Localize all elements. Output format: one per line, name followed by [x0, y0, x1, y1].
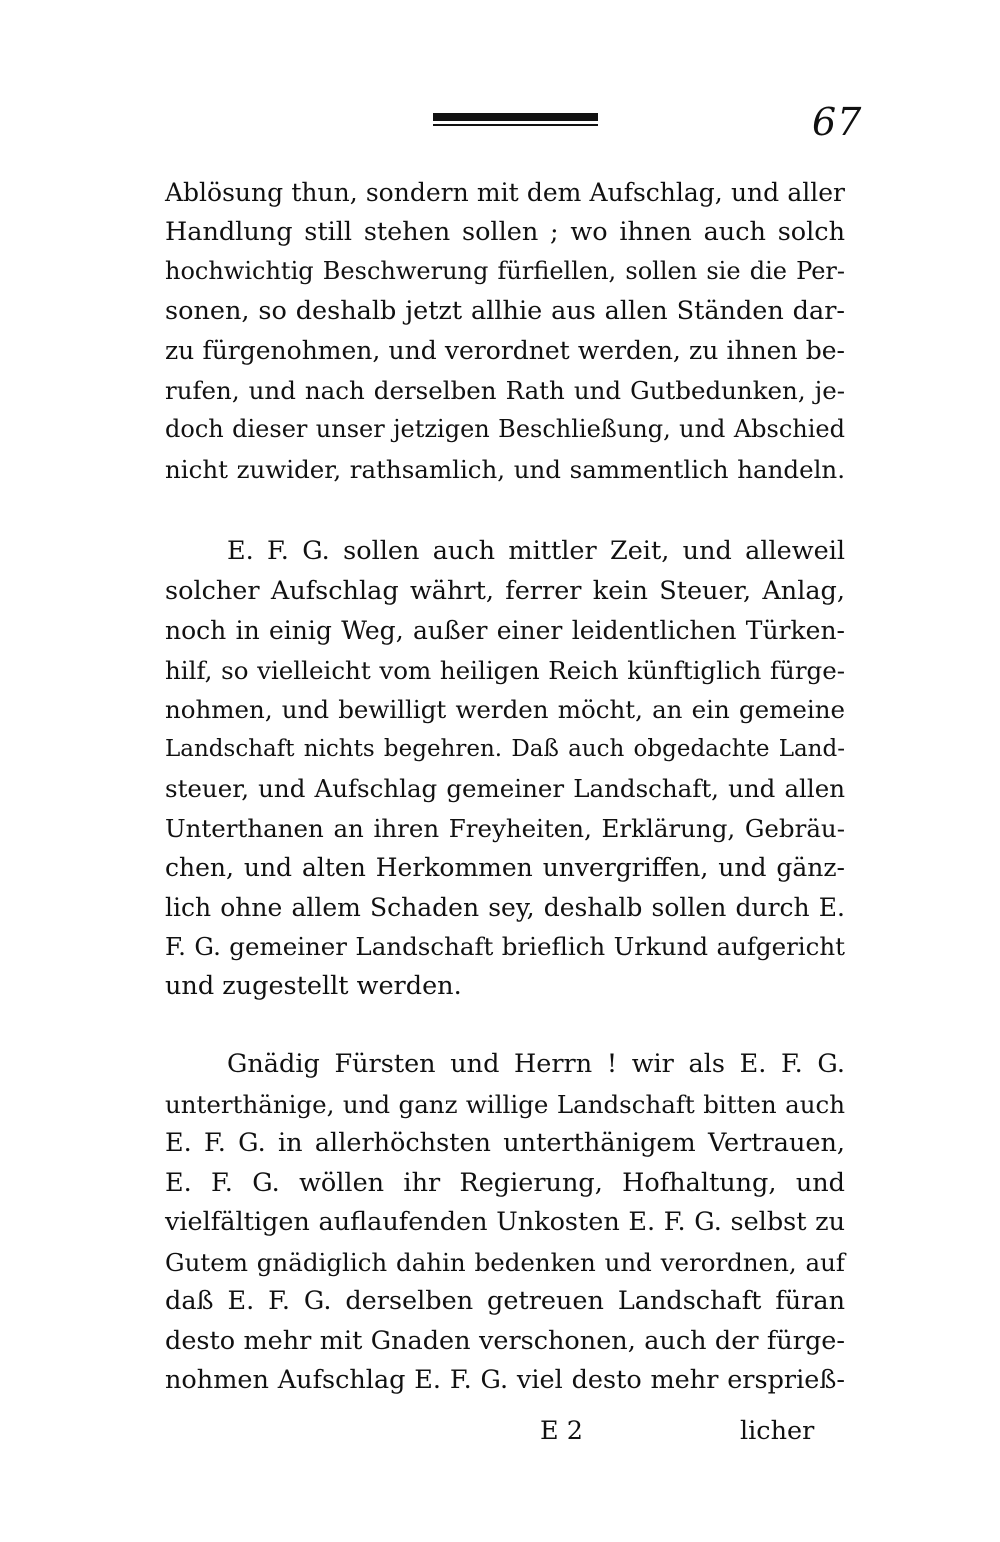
- paragraph-1: [165, 173, 845, 489]
- header-rule-thin: [433, 124, 598, 126]
- text-line: rufen, und nach derselben Rath und Gutbedunken, je-: [165, 375, 845, 405]
- text-line: F. G. gemeiner Landschaft brieflich Urkund aufgericht: [165, 932, 845, 961]
- text-line: vielfältigen auflaufenden Unkosten E. F. G. selbst zu: [165, 1207, 845, 1237]
- text-line: hilf, so vielleicht vom heiligen Reich künftiglich fürge-: [165, 655, 845, 685]
- text-line: steuer, und Aufschlag gemeiner Landschaft, und allen: [165, 774, 845, 803]
- text-line: E. F. G. sollen auch mittler Zeit, und alleweil: [227, 536, 845, 566]
- page-footer: [0, 1411, 1000, 1451]
- paragraph-2: [165, 532, 845, 1006]
- text-line: hochwichtig Beschwerung fürfiellen, sollen sie die Per-: [165, 257, 845, 285]
- header-rule: [433, 113, 598, 127]
- page-number: 67: [812, 100, 863, 144]
- text-line: Gnädig Fürsten und Herrn ! wir als E. F. G.: [227, 1049, 845, 1079]
- text-line: zu fürgenohmen, und verordnet werden, zu ihnen be-: [165, 336, 845, 365]
- text-line: Ablösung thun, sondern mit dem Aufschlag, und aller: [165, 178, 845, 207]
- text-line: doch dieser unser jetzigen Beschließung, und Abschied: [165, 415, 845, 443]
- text-line: chen, und alten Herkommen unvergriffen, und gänz-: [165, 853, 845, 882]
- text-line: noch in einig Weg, außer einer leidentlichen Türken-: [165, 616, 845, 645]
- text-line: E. F. G. in allerhöchsten unterthänigem Vertrauen,: [165, 1128, 845, 1158]
- header-rule-thick: [433, 113, 598, 121]
- text-line: nicht zuwider, rathsamlich, und sammentlich handeln.: [165, 454, 845, 484]
- text-line: Gutem gnädiglich dahin bedenken und verordnen, auf: [165, 1247, 845, 1277]
- text-line: und zugestellt werden.: [165, 970, 462, 1001]
- text-line: Landschaft nichts begehren. Daß auch obgedachte Land-: [165, 735, 845, 762]
- paragraph-3: [165, 1045, 845, 1401]
- text-line: Unterthanen an ihren Freyheiten, Erklärung, Gebräu-: [165, 813, 845, 843]
- text-line: Handlung still stehen sollen ; wo ihnen auch solch: [165, 216, 845, 247]
- text-line: unterthänige, und ganz willige Landschaft bitten auch: [165, 1089, 845, 1119]
- text-line: nohmen Aufschlag E. F. G. viel desto mehr ersprieß-: [165, 1365, 845, 1395]
- text-line: lich ohne allem Schaden sey, deshalb sollen durch E.: [165, 892, 845, 922]
- text-line: solcher Aufschlag währt, ferrer kein Steuer, Anlag,: [165, 575, 845, 606]
- text-line: daß E. F. G. derselben getreuen Landschaft füran: [165, 1286, 845, 1316]
- catchword: licher: [740, 1416, 815, 1446]
- signature-mark: E 2: [540, 1416, 583, 1446]
- text-line: desto mehr mit Gnaden verschonen, auch der fürge-: [165, 1325, 845, 1356]
- text-line: E. F. G. wöllen ihr Regierung, Hofhaltung, und: [165, 1167, 845, 1198]
- text-line: nohmen, und bewilligt werden möcht, an ein gemeine: [165, 695, 845, 724]
- text-line: sonen, so deshalb jetzt allhie aus allen Ständen dar-: [165, 295, 845, 326]
